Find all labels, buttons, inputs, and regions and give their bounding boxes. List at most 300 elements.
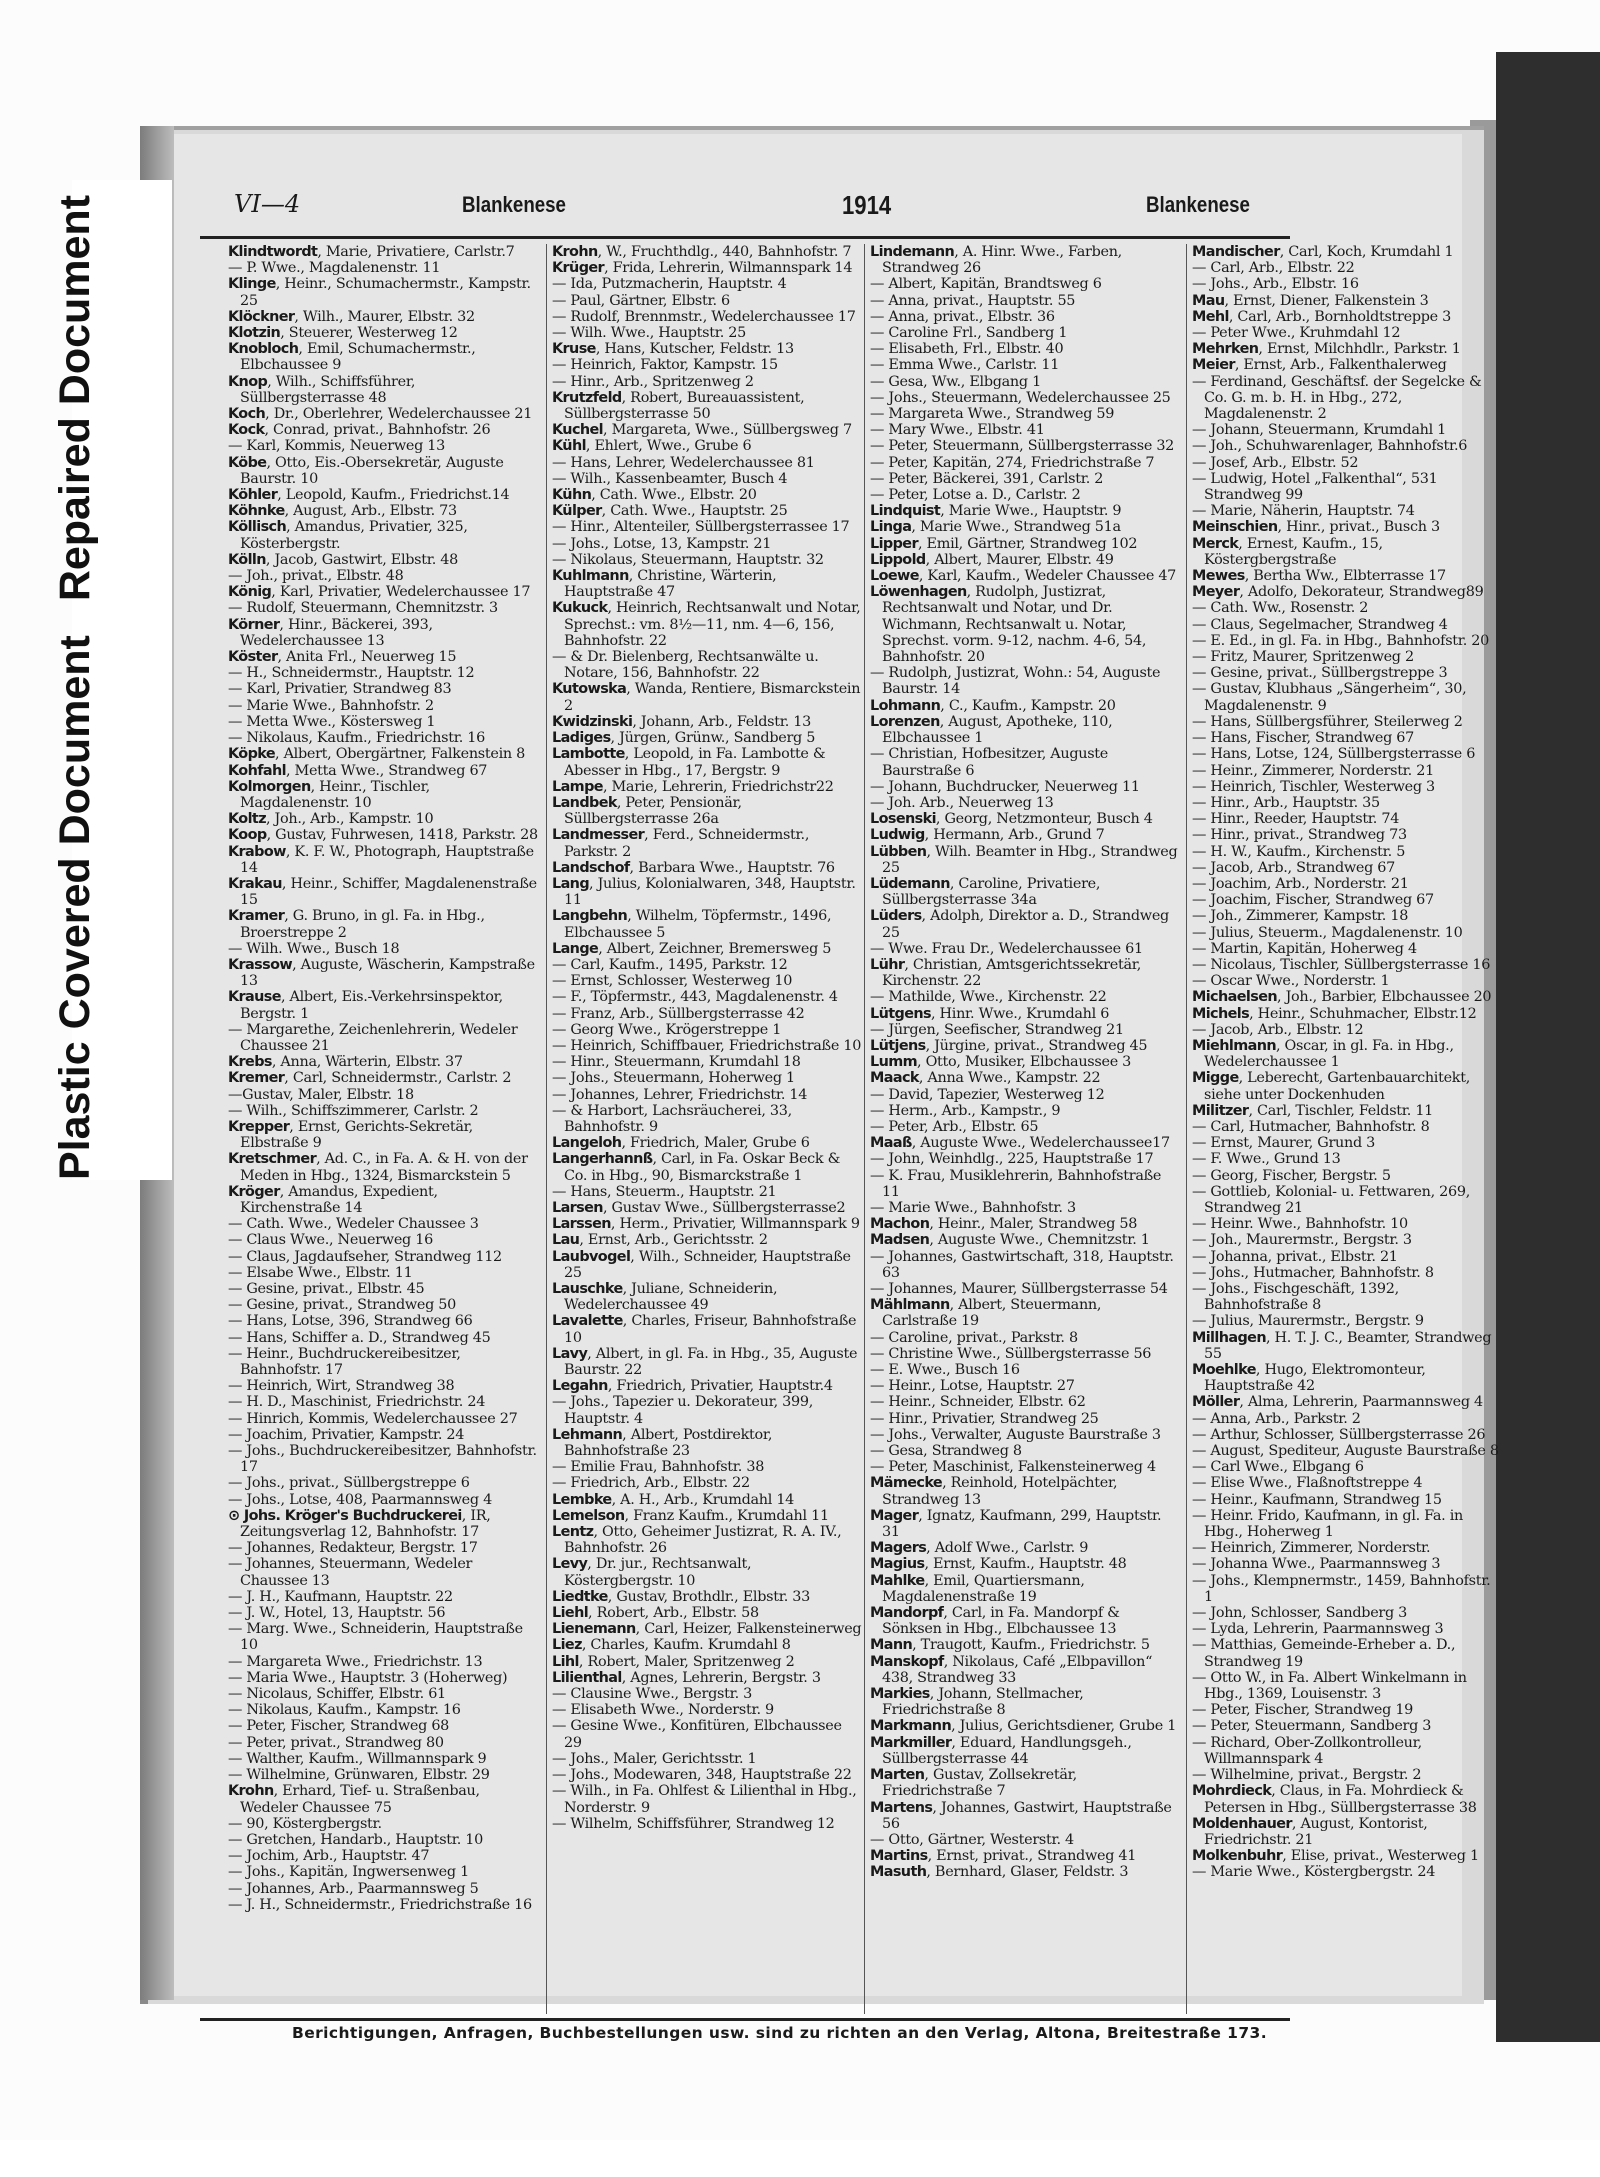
directory-entry: Larssen, Herm., Privatier, Willmannspark 9: [552, 1216, 860, 1233]
directory-entry: Meyer, Adolfo, Dekorateur, Strandweg89: [1192, 584, 1484, 601]
directory-entry: — Franz, Arb., Süllbergsterrasse 42: [552, 1005, 805, 1022]
directory-entry: — Joh. Arb., Neuerweg 13: [870, 794, 1054, 811]
directory-entry: — Arthur, Schlosser, Süllbergsterrasse 26: [1192, 1426, 1486, 1443]
directory-entry: Kutowska, Wanda, Rentiere, Bismarckstein 2: [552, 681, 861, 714]
directory-entry: — Fritz, Maurer, Spritzenweg 2: [1192, 649, 1414, 666]
directory-entry: — Joachim, Arb., Norderstr. 21: [1192, 875, 1409, 892]
directory-entry: — Christine Wwe., Süllbergsterrasse 56: [870, 1345, 1152, 1362]
directory-entry: — Johannes, Lehrer, Friedrichstr. 14: [552, 1086, 808, 1103]
directory-entry: — Ernst, Schlosser, Westerweg 10: [552, 973, 793, 990]
directory-entry: — Gesine, privat., Elbstr. 45: [228, 1281, 425, 1297]
directory-entry: — Rudolf, Steuermann, Chemnitzstr. 3: [228, 600, 498, 617]
directory-entry: König, Karl, Privatier, Wedelerchaussee 17: [228, 584, 531, 601]
directory-entry: — Hinr., Steuermann, Krumdahl 18: [552, 1054, 801, 1071]
directory-entry: — Wilh. Wwe., Busch 18: [228, 940, 400, 957]
directory-entry: — Matthias, Gemeinde-Erheber a. D., Strandweg 19: [1192, 1637, 1456, 1670]
header-place-right: Blankenese: [1146, 192, 1250, 217]
directory-entry: Liedtke, Gustav, Brothdlr., Elbstr. 33: [552, 1588, 810, 1605]
directory-entry: Maaß, Auguste Wwe., Wedelerchaussee17: [870, 1135, 1170, 1152]
directory-entry: — Gustav, Klubhaus „Sängerheim“, 30, Magdalenenstr. 9: [1192, 681, 1467, 714]
directory-entry: — Johs., Hutmacher, Bahnhofstr. 8: [1192, 1264, 1434, 1281]
directory-entry: Lemelson, Franz Kaufm., Krumdahl 11: [552, 1507, 829, 1524]
directory-entry: Mandischer, Carl, Koch, Krumdahl 1: [1192, 244, 1454, 260]
directory-entry: Lüdemann, Caroline, Privatiere, Süllbergsterrasse 34a: [870, 875, 1101, 909]
directory-entry: Lohmann, C., Kaufm., Kampstr. 20: [870, 697, 1116, 714]
directory-entry: Klinge, Heinr., Schumachermstr., Kampstr. 25: [228, 276, 531, 309]
directory-entry: — Heinr., Kaufmann, Strandweg 15: [1192, 1491, 1442, 1508]
directory-entry: — Hinr., Reeder, Hauptstr. 74: [1192, 811, 1400, 828]
directory-entry: — Heinr., Schneider, Elbstr. 62: [870, 1394, 1086, 1411]
directory-entry: — Otto, Gärtner, Westerstr. 4: [870, 1831, 1074, 1848]
directory-entry: — Peter, Fischer, Strandweg 68: [228, 1718, 450, 1735]
directory-entry: — Marie, Näherin, Hauptstr. 74: [1192, 503, 1415, 520]
directory-entry: Larsen, Gustav Wwe., Süllbergsterrasse2: [552, 1199, 846, 1216]
directory-entry: Lauschke, Juliane, Schneiderin, Wedelerchaussee 49: [552, 1281, 778, 1314]
directory-entry: — Johs., Klempnermstr., 1459, Bahnhofstr. 1: [1192, 1572, 1491, 1605]
directory-entry: Knobloch, Emil, Schumachermstr., Elbchaussee 9: [228, 341, 476, 374]
directory-entry: — Johs., Tapezier u. Dekorateur, 399, Hauptstr. 4: [552, 1394, 813, 1427]
directory-entry: Ladiges, Jürgen, Grünw., Sandberg 5: [552, 730, 816, 747]
directory-entry: — J. H., Kaufmann, Hauptstr. 22: [228, 1588, 453, 1605]
directory-entry: — Johanna Wwe., Paarmannsweg 3: [1192, 1556, 1441, 1573]
directory-entry: — E. Ed., in gl. Fa. in Hbg., Bahnhofstr. 20: [1192, 632, 1490, 649]
document-condition-text: [25, 180, 125, 1180]
column-divider: [546, 244, 547, 2014]
directory-entry: Lang, Julius, Kolonialwaren, 348, Hauptstr. 11: [552, 875, 856, 909]
directory-entry: — Hans, Steuerm., Hauptstr. 21: [552, 1183, 777, 1200]
directory-entry: Krepper, Ernst, Gerichts-Sekretär, Elbstraße 9: [228, 1118, 473, 1152]
directory-entry: Michaelsen, Joh., Barbier, Elbchaussee 20: [1192, 989, 1492, 1006]
directory-entry: — Peter, Steuermann, Süllbergsterrasse 32: [870, 438, 1175, 455]
directory-entry: — Ferdinand, Geschäftsf. der Segelcke & Co. G. m. b. H. in Hbg., 272, Magdalenenstr. 2: [1192, 373, 1482, 423]
directory-entry: — Margareta Wwe., Strandweg 59: [870, 406, 1115, 423]
directory-entry: — Gesa, Strandweg 8: [870, 1443, 1022, 1460]
directory-entry: Maack, Anna Wwe., Kampstr. 22: [870, 1070, 1101, 1087]
directory-entry: Markies, Johann, Stellmacher, Friedrichstraße 8: [870, 1686, 1084, 1719]
directory-entry: — Jacob, Arb., Elbstr. 12: [1192, 1021, 1364, 1038]
directory-entry: Koltz, Joh., Arb., Kampstr. 10: [228, 811, 434, 828]
directory-entry: — Johannes, Gastwirtschaft, 318, Hauptstr. 63: [870, 1248, 1174, 1281]
directory-entry: — Johs., Lotse, 13, Kampstr. 21: [552, 535, 772, 552]
directory-entry: Mau, Ernst, Diener, Falkenstein 3: [1192, 292, 1429, 309]
directory-entry: — Clausine Wwe., Bergstr. 3: [552, 1686, 752, 1703]
directory-entry: Lindemann, A. Hinr. Wwe., Farben, Strandweg 26: [870, 244, 1122, 277]
directory-entry: — Anna, privat., Elbstr. 36: [870, 308, 1055, 325]
directory-entry: Loewe, Karl, Kaufm., Wedeler Chaussee 47: [870, 568, 1177, 585]
directory-entry: — Gretchen, Handarb., Hauptstr. 10: [228, 1831, 484, 1848]
directory-entry: Machon, Heinr., Maler, Strandweg 58: [870, 1216, 1138, 1233]
directory-entry: — Wilhelmine, privat., Bergstr. 2: [1192, 1767, 1422, 1784]
directory-entry: — Joh., Maurermstr., Bergstr. 3: [1192, 1232, 1412, 1249]
directory-entry: Ludwig, Hermann, Arb., Grund 7: [870, 827, 1105, 844]
directory-entry: — Oscar Wwe., Norderstr. 1: [1192, 973, 1390, 990]
directory-entry: Kramer, G. Bruno, in gl. Fa. in Hbg., Broerstreppe 2: [228, 908, 485, 941]
directory-entry: Mohrdieck, Claus, in Fa. Mohrdieck & Petersen in Hbg., Süllbergsterrasse 38: [1192, 1783, 1477, 1816]
directory-entry: — Gottlieb, Kolonial- u. Fettwaren, 269, Strandweg 21: [1192, 1183, 1471, 1216]
directory-entry: — Johs., Verwalter, Auguste Baurstraße 3: [870, 1426, 1161, 1443]
directory-entry: Kretschmer, Ad. C., in Fa. A. & H. von der Meden in Hbg., 1324, Bismarckstein 5: [228, 1151, 528, 1184]
directory-column-3: [870, 244, 1180, 2014]
directory-entry: Miehlmann, Oscar, in gl. Fa. in Hbg., Wedelerchaussee 1: [1192, 1037, 1454, 1071]
directory-entry: Lütjens, Jürgine, privat., Strandweg 45: [870, 1037, 1148, 1054]
directory-entry: Kölln, Jacob, Gastwirt, Elbstr. 48: [228, 551, 459, 568]
directory-entry: Lehmann, Albert, Postdirektor, Bahnhofstraße 23: [552, 1426, 773, 1460]
directory-entry: Mählmann, Albert, Steuermann, Carlstraße 19: [870, 1297, 1102, 1330]
directory-entry: Magers, Adolf Wwe., Carlstr. 9: [870, 1540, 1089, 1557]
directory-entry: Moehlke, Hugo, Elektromonteur, Hauptstraße 42: [1192, 1362, 1426, 1395]
directory-entry: — Wwe. Frau Dr., Wedelerchaussee 61: [870, 940, 1143, 957]
directory-entry: — Johs., Fischgeschäft, 1392, Bahnhofstraße 8: [1192, 1281, 1399, 1314]
directory-entry: Militzer, Carl, Tischler, Feldstr. 11: [1192, 1102, 1434, 1119]
directory-entry: — Elisabeth, Frl., Elbstr. 40: [870, 341, 1064, 358]
directory-entry: — Johs., Lotse, 408, Paarmannsweg 4: [228, 1491, 492, 1508]
directory-entry: — Elsabe Wwe., Elbstr. 11: [228, 1264, 413, 1281]
directory-entry: — Joachim, Fischer, Strandweg 67: [1192, 892, 1434, 909]
directory-entry: — Nicolaus, Schiffer, Elbstr. 61: [228, 1686, 446, 1703]
directory-entry: — Gesa, Ww., Elbgang 1: [870, 373, 1041, 390]
directory-entry: — Johannes, Arb., Paarmannsweg 5: [228, 1880, 479, 1897]
column-divider: [1186, 244, 1187, 2014]
directory-entry: — Johannes, Steuermann, Wedeler Chaussee 13: [228, 1556, 473, 1589]
directory-entry: Mehrken, Ernst, Milchhdlr., Parkstr. 1: [1192, 341, 1461, 358]
directory-entry: — Herm., Arb., Kampstr., 9: [870, 1102, 1061, 1119]
directory-entry: — Hinr., Arb., Hauptstr. 35: [1192, 794, 1380, 811]
directory-entry: Lambotte, Leopold, in Fa. Lambotte & Abesser in Hbg., 17, Bergstr. 9: [552, 746, 826, 779]
directory-entry: Michels, Heinr., Schuhmacher, Elbstr.12: [1192, 1005, 1477, 1022]
directory-entry: — Josef, Arb., Elbstr. 52: [1192, 454, 1359, 471]
directory-column-2: [552, 244, 862, 2014]
directory-entry: — Johs., Kapitän, Ingwersenweg 1: [228, 1864, 469, 1881]
directory-entry: — Johs., Steuermann, Hoherweg 1: [552, 1070, 795, 1087]
directory-entry: — J. W., Hotel, 13, Hauptstr. 56: [228, 1605, 446, 1622]
directory-entry: — Carl, Hutmacher, Bahnhofstr. 8: [1192, 1118, 1430, 1135]
directory-entry: — Julius, Steuerm., Magdalenenstr. 10: [1192, 924, 1463, 941]
directory-entry: Krakau, Heinr., Schiffer, Magdalenenstraße 15: [228, 875, 537, 909]
directory-entry: — Hans, Süllbergsführer, Steilerweg 2: [1192, 713, 1463, 730]
directory-entry: — Paul, Gärtner, Elbstr. 6: [552, 292, 730, 309]
directory-entry: — Hinr., Privatier, Strandweg 25: [870, 1410, 1099, 1427]
directory-entry: Kuhlmann, Christine, Wärterin, Hauptstraße 47: [552, 568, 777, 601]
directory-entry: — Johs., Maler, Gerichtsstr. 1: [552, 1750, 757, 1767]
directory-entry: — John, Schlosser, Sandberg 3: [1192, 1605, 1408, 1622]
directory-entry: — Christian, Hofbesitzer, Auguste Baurstraße 6: [870, 746, 1109, 779]
directory-entry: — Ernst, Maurer, Grund 3: [1192, 1135, 1376, 1152]
directory-entry: Kolmorgen, Heinr., Tischler, Magdalenenstr. 10: [228, 778, 430, 811]
directory-entry: — Nikolaus, Kaufm., Friedrichstr. 16: [228, 730, 485, 747]
directory-entry: — Claus Wwe., Neuerweg 16: [228, 1232, 433, 1249]
directory-entry: — Ludwig, Hotel „Falkenthal“, 531 Strandweg 99: [1192, 470, 1438, 504]
directory-entry: Kröger, Amandus, Expedient, Kirchenstraße 14: [228, 1183, 438, 1216]
directory-entry: Krohn, Erhard, Tief- u. Straßenbau, Wedeler Chaussee 75: [228, 1783, 480, 1816]
directory-entry: — Carl, Arb., Elbstr. 22: [1192, 260, 1355, 277]
directory-entry: Liez, Charles, Kaufm. Krumdahl 8: [552, 1637, 791, 1654]
directory-entry: Lampe, Marie, Lehrerin, Friedrichstr22: [552, 778, 834, 795]
directory-entry: ⊙ Johs. Kröger's Buchdruckerei, IR, Zeitungsverlag 12, Bahnhofstr. 17: [228, 1507, 491, 1541]
directory-entry: Millhagen, H. T. J. C., Beamter, Strandweg 55: [1192, 1329, 1492, 1362]
directory-entry: — Elise Wwe., Flaßnoftstreppe 4: [1192, 1475, 1423, 1492]
directory-column-4: [1192, 244, 1502, 2014]
directory-entry: Lavalette, Charles, Friseur, Bahnhofstraße 10: [552, 1313, 857, 1346]
directory-entry: Koch, Dr., Oberlehrer, Wedelerchaussee 21: [228, 406, 533, 423]
directory-entry: Kühn, Cath. Wwe., Elbstr. 20: [552, 487, 757, 504]
directory-entry: — Wilhelm, Schiffsführer, Strandweg 12: [552, 1815, 835, 1832]
directory-entry: — Friedrich, Arb., Elbstr. 22: [552, 1475, 750, 1492]
directory-entry: — Wilh., Schiffszimmerer, Carlstr. 2: [228, 1102, 479, 1119]
directory-entry: — Wilh., in Fa. Ohlfest & Lilienthal in Hbg., Norderstr. 9: [552, 1783, 857, 1816]
directory-entry: — Nicolaus, Tischler, Süllbergsterrasse 16: [1192, 956, 1491, 973]
directory-entry: — Peter, Bäckerei, 391, Carlstr. 2: [870, 470, 1104, 487]
directory-entry: — Heinrich, Wirt, Strandweg 38: [228, 1378, 455, 1395]
directory-entry: Mann, Traugott, Kaufm., Friedrichstr. 5: [870, 1637, 1150, 1654]
directory-entry: Madsen, Auguste Wwe., Chemnitzstr. 1: [870, 1232, 1150, 1249]
directory-entry: — & Dr. Bielenberg, Rechtsanwälte u. Notare, 156, Bahnhofstr. 22: [552, 649, 819, 682]
page-header: [234, 186, 1294, 226]
directory-entry: Masuth, Bernhard, Glaser, Feldstr. 3: [870, 1864, 1129, 1881]
directory-entry: — Richard, Ober-Zollkontrolleur, Willmannspark 4: [1192, 1734, 1422, 1767]
directory-entry: Köllisch, Amandus, Privatier, 325, Kösterbergstr.: [228, 519, 468, 552]
directory-entry: Mandorpf, Carl, in Fa. Mandorpf & Sönksen in Hbg., Elbchaussee 13: [870, 1605, 1120, 1638]
label-plastic-covered: Plastic Covered Document: [51, 635, 99, 1180]
directory-entry: Langerhannß, Carl, in Fa. Oskar Beck & Co. in Hbg., 90, Bismarckstraße 1: [552, 1151, 841, 1184]
directory-entry: — Marie Wwe., Bahnhofstr. 3: [870, 1199, 1076, 1216]
header-rule: [200, 236, 1290, 239]
footer-rule: [200, 2018, 1290, 2021]
directory-entry: — Heinr., Lotse, Hauptstr. 27: [870, 1378, 1075, 1395]
directory-entry: Langbehn, Wilhelm, Töpfermstr., 1496, Elbchaussee 5: [552, 908, 832, 941]
directory-entry: Lindquist, Marie Wwe., Hauptstr. 9: [870, 503, 1122, 520]
directory-entry: Lentz, Otto, Geheimer Justizrat, R. A. IV., Bahnhofstr. 26: [552, 1524, 842, 1557]
directory-entry: Meinschien, Hinr., privat., Busch 3: [1192, 519, 1440, 536]
directory-entry: Klindtwordt, Marie, Privatiere, Carlstr.7: [228, 244, 515, 260]
directory-entry: — Rudolph, Justizrat, Wohn.: 54, Auguste Baurstr. 14: [870, 665, 1161, 698]
directory-entry: Langeloh, Friedrich, Maler, Grube 6: [552, 1135, 810, 1152]
directory-entry: Landbek, Peter, Pensionär, Süllbergsterrasse 26a: [552, 794, 742, 828]
directory-entry: — Marie Wwe., Bahnhofstr. 2: [228, 697, 434, 714]
directory-entry: Krohn, W., Fruchthdlg., 440, Bahnhofstr. 7: [552, 244, 852, 260]
directory-entry: — Hans, Fischer, Strandweg 67: [1192, 730, 1414, 747]
directory-entry: — Margareta Wwe., Friedrichstr. 13: [228, 1653, 483, 1670]
directory-entry: — Johanna, privat., Elbstr. 21: [1192, 1248, 1398, 1265]
directory-entry: Migge, Leberecht, Gartenbauarchitekt, siehe unter Dockenhuden: [1192, 1070, 1470, 1103]
directory-entry: — K. Frau, Musiklehrerin, Bahnhofstraße 11: [870, 1167, 1162, 1200]
header-place-left: Blankenese: [462, 192, 566, 217]
page-number: VI—4: [234, 190, 301, 218]
directory-entry: Lembke, A. H., Arb., Krumdahl 14: [552, 1491, 795, 1508]
directory-entry: Köhnke, August, Arb., Elbstr. 73: [228, 503, 457, 520]
directory-entry: — Emma Wwe., Carlstr. 11: [870, 357, 1060, 374]
directory-entry: — Georg Wwe., Krögerstreppe 1: [552, 1021, 782, 1038]
directory-entry: Külper, Cath. Wwe., Hauptstr. 25: [552, 503, 788, 520]
directory-entry: — Nikolaus, Kaufm., Kampstr. 16: [228, 1702, 461, 1719]
directory-entry: — Nikolaus, Steuermann, Hauptstr. 32: [552, 551, 824, 568]
directory-entry: — Caroline, privat., Parkstr. 8: [870, 1329, 1078, 1346]
directory-entry: Moldenhauer, August, Kontorist, Friedrichstr. 21: [1192, 1815, 1428, 1848]
directory-entry: — Peter, Kapitän, 274, Friedrichstraße 7: [870, 454, 1155, 471]
directory-entry: Köhler, Leopold, Kaufm., Friedrichst.14: [228, 487, 510, 504]
directory-entry: Köpke, Albert, Obergärtner, Falkenstein 8: [228, 746, 525, 763]
directory-entry: Landmesser, Ferd., Schneidermstr., Parkstr. 2: [552, 827, 810, 860]
directory-entry: Linga, Marie Wwe., Strandweg 51a: [870, 519, 1121, 536]
directory-entry: — David, Tapezier, Westerweg 12: [870, 1086, 1105, 1103]
directory-entry: — Caroline Frl., Sandberg 1: [870, 325, 1068, 342]
directory-entry: Martens, Johannes, Gastwirt, Hauptstraße 56: [870, 1799, 1172, 1832]
directory-entry: Löwenhagen, Rudolph, Justizrat, Rechtsanwalt und Notar, und Dr. Wichmann, Rechtsanwalt u. Notar, Sprechst. vorm. 9-12, nachm. 4-6, 54, Bahnhofstr. 20: [870, 584, 1147, 666]
directory-entry: — Wilh., Kassenbeamter, Busch 4: [552, 470, 788, 487]
directory-entry: — Lyda, Lehrerin, Paarmannsweg 3: [1192, 1621, 1444, 1638]
directory-entry: Mager, Ignatz, Kaufmann, 299, Hauptstr. 31: [870, 1507, 1162, 1541]
directory-entry: — Anna, privat., Hauptstr. 55: [870, 292, 1076, 309]
directory-entry: Legahn, Friedrich, Privatier, Hauptstr.4: [552, 1378, 833, 1395]
directory-entry: — Hinrich, Kommis, Wedelerchaussee 27: [228, 1410, 518, 1427]
directory-entry: — Johs., Modewaren, 348, Hauptstraße 22: [552, 1767, 852, 1784]
directory-entry: — Jochim, Arb., Hauptstr. 47: [228, 1848, 430, 1865]
directory-entry: — Peter, Steuermann, Sandberg 3: [1192, 1718, 1432, 1735]
directory-entry: — August, Spediteur, Auguste Baurstraße 8: [1192, 1443, 1499, 1460]
directory-entry: — H. W., Kaufm., Kirchenstr. 5: [1192, 843, 1406, 860]
directory-entry: Krassow, Auguste, Wäscherin, Kampstraße 13: [228, 956, 535, 990]
directory-entry: —Gustav, Maler, Elbstr. 18: [228, 1086, 414, 1103]
directory-entry: Kwidzinski, Johann, Arb., Feldstr. 13: [552, 713, 811, 730]
directory-entry: — Joh., Zimmerer, Kampstr. 18: [1192, 908, 1409, 925]
directory-entry: — J. H., Schneidermstr., Friedrichstraße 16: [228, 1896, 532, 1913]
directory-entry: Lienemann, Carl, Heizer, Falkensteinerweg: [552, 1621, 862, 1638]
scanner-edge: [1496, 52, 1600, 2042]
directory-entry: — Emilie Frau, Bahnhofstr. 38: [552, 1459, 765, 1476]
directory-entry: Lau, Ernst, Arb., Gerichtsstr. 2: [552, 1232, 768, 1249]
directory-entry: Körner, Hinr., Bäckerei, 393, Wedelerchaussee 13: [228, 616, 433, 649]
directory-entry: — H. D., Maschinist, Friedrichstr. 24: [228, 1394, 486, 1411]
directory-entry: Mahlke, Emil, Quartiersmann, Magdalenenstraße 19: [870, 1572, 1085, 1605]
directory-entry: — Jürgen, Seefischer, Strandweg 21: [870, 1021, 1124, 1038]
directory-entry: — Hinr., Altenteiler, Süllbergsterrassee 17: [552, 519, 850, 536]
directory-entry: Magius, Ernst, Kaufm., Hauptstr. 48: [870, 1556, 1127, 1573]
directory-entry: Lübben, Wilh. Beamter in Hbg., Strandweg 25: [870, 843, 1178, 876]
directory-entry: — Peter, Fischer, Strandweg 19: [1192, 1702, 1414, 1719]
directory-entry: Lange, Albert, Zeichner, Bremersweg 5: [552, 940, 832, 957]
directory-entry: — Heinr., Buchdruckereibesitzer, Bahnhofstr. 17: [228, 1345, 461, 1379]
directory-entry: — Marie Wwe., Köstergbergstr. 24: [1192, 1864, 1436, 1881]
directory-entry: Lüders, Adolph, Direktor a. D., Strandweg 25: [870, 908, 1169, 941]
directory-entry: — Wilhelmine, Grünwaren, Elbstr. 29: [228, 1767, 490, 1784]
directory-entry: Molkenbuhr, Elise, privat., Westerweg 1: [1192, 1848, 1479, 1865]
directory-entry: Kremer, Carl, Schneidermstr., Carlstr. 2: [228, 1070, 512, 1087]
directory-entry: — Heinr. Frido, Kaufmann, in gl. Fa. in Hbg., Hoherweg 1: [1192, 1507, 1463, 1541]
directory-entry: — Cath. Ww., Rosenstr. 2: [1192, 600, 1369, 617]
label-repaired: Repaired Document: [51, 194, 99, 602]
directory-entry: — H., Schneidermstr., Hauptstr. 12: [228, 665, 475, 682]
directory-entry: Mämecke, Reinhold, Hotelpächter, Strandweg 13: [870, 1475, 1118, 1508]
directory-entry: — Johs., Steuermann, Wedelerchaussee 25: [870, 389, 1171, 406]
directory-entry: Manskopf, Nikolaus, Café „Elbpavillon“ 438, Strandweg 33: [870, 1653, 1153, 1686]
directory-entry: — Peter, Maschinist, Falkensteinerweg 4: [870, 1459, 1156, 1476]
directory-entry: Lumm, Otto, Musiker, Elbchaussee 3: [870, 1054, 1132, 1071]
directory-entry: Lilienthal, Agnes, Lehrerin, Bergstr. 3: [552, 1669, 821, 1686]
directory-entry: — Georg, Fischer, Bergstr. 5: [1192, 1167, 1391, 1184]
directory-entry: — Gesine, privat., Süllbergstreppe 3: [1192, 665, 1448, 682]
page-footer: Berichtigungen, Anfragen, Buchbestellungen usw. sind zu richten an den Verlag, Altona, Breitestraße 173.: [292, 2024, 1267, 2042]
directory-entry: — Johs., Buchdruckereibesitzer, Bahnhofstr. 17: [228, 1443, 537, 1476]
directory-entry: Krause, Albert, Eis.-Verkehrsinspektor, Bergstr. 1: [228, 989, 503, 1022]
directory-entry: — Hans, Lotse, 124, Süllbergsterrasse 6: [1192, 746, 1476, 763]
directory-entry: — Walther, Kaufm., Willmannspark 9: [228, 1750, 487, 1767]
directory-entry: Kruse, Hans, Kutscher, Feldstr. 13: [552, 341, 794, 358]
directory-entry: Möller, Alma, Lehrerin, Paarmannsweg 4: [1192, 1394, 1483, 1411]
directory-entry: Koop, Gustav, Fuhrwesen, 1418, Parkstr. 28: [228, 827, 538, 844]
directory-entry: — Peter, Lotse a. D., Carlstr. 2: [870, 487, 1081, 504]
directory-entry: — Jacob, Arb., Strandweg 67: [1192, 859, 1396, 876]
directory-entry: Merck, Ernest, Kaufm., 15, Köstergbergstraße: [1192, 535, 1383, 568]
directory-entry: Mehl, Carl, Arb., Bornholdtstreppe 3: [1192, 308, 1451, 325]
directory-entry: — Hinr., Arb., Spritzenweg 2: [552, 373, 754, 390]
directory-entry: Laubvogel, Wilh., Schneider, Hauptstraße 25: [552, 1248, 851, 1281]
directory-entry: — Gesine, privat., Strandweg 50: [228, 1297, 457, 1314]
directory-entry: Kock, Conrad, privat., Bahnhofstr. 26: [228, 422, 491, 439]
directory-entry: Meier, Ernst, Arb., Falkenthalerweg: [1192, 357, 1447, 374]
directory-entry: Lavy, Albert, in gl. Fa. in Hbg., 35, Auguste Baurstr. 22: [552, 1345, 858, 1379]
directory-entry: — Albert, Kapitän, Brandtsweg 6: [870, 276, 1102, 293]
directory-entry: — Peter, Arb., Elbstr. 65: [870, 1118, 1039, 1135]
directory-entry: Markmiller, Eduard, Handlungsgeh., Süllbergsterrasse 44: [870, 1734, 1132, 1767]
directory-entry: — Maria Wwe., Hauptstr. 3 (Hoherweg): [228, 1669, 508, 1686]
directory-entry: Kuchel, Margareta, Wwe., Süllbergsweg 7: [552, 422, 852, 439]
directory-entry: Krüger, Frida, Lehrerin, Wilmannspark 14: [552, 260, 853, 277]
directory-entry: Liehl, Robert, Arb., Elbstr. 58: [552, 1605, 759, 1622]
directory-entry: — Johs., Arb., Elbstr. 16: [1192, 276, 1359, 293]
directory-entry: — Hans, Lotse, 396, Strandweg 66: [228, 1313, 473, 1330]
directory-entry: — Hans, Lehrer, Wedelerchaussee 81: [552, 454, 815, 471]
directory-entry: — Mary Wwe., Elbstr. 41: [870, 422, 1045, 439]
directory-entry: — Ida, Putzmacherin, Hauptstr. 4: [552, 276, 787, 293]
directory-entry: — Marg. Wwe., Schneiderin, Hauptstraße 10: [228, 1621, 523, 1654]
directory-entry: Knop, Wilh., Schiffsführer, Süllbergsterrasse 48: [228, 373, 416, 406]
directory-entry: — John, Weinhdlg., 225, Hauptstraße 17: [870, 1151, 1154, 1168]
directory-entry: — Johann, Steuermann, Krumdahl 1: [1192, 422, 1446, 439]
directory-entry: — Joh., Schuhwarenlager, Bahnhofstr.6: [1192, 438, 1468, 455]
directory-entry: — Hinr., privat., Strandweg 73: [1192, 827, 1407, 844]
directory-entry: Marten, Gustav, Zollsekretär, Friedrichstraße 7: [870, 1767, 1077, 1800]
directory-entry: — Heinrich, Zimmerer, Norderstr.: [1192, 1540, 1431, 1557]
directory-entry: — 90, Köstergbergstr.: [228, 1815, 382, 1832]
directory-entry: — Wilh. Wwe., Hauptstr. 25: [552, 325, 746, 342]
directory-entry: — Karl, Privatier, Strandweg 83: [228, 681, 452, 698]
directory-entry: Köbe, Otto, Eis.-Obersekretär, Auguste Baurstr. 10: [228, 454, 504, 487]
directory-entry: Levy, Dr. jur., Rechtsanwalt, Köstergbergstr. 10: [552, 1556, 752, 1589]
directory-entry: — Johs., privat., Süllbergstreppe 6: [228, 1475, 470, 1492]
directory-entry: — Heinr., Zimmerer, Norderstr. 21: [1192, 762, 1434, 779]
directory-entry: Lütgens, Hinr. Wwe., Krumdahl 6: [870, 1005, 1110, 1022]
directory-entry: — Johann, Buchdrucker, Neuerweg 11: [870, 778, 1140, 795]
directory-entry: Lorenzen, August, Apotheke, 110, Elbchaussee 1: [870, 713, 1113, 747]
directory-entry: — Metta Wwe., Köstersweg 1: [228, 713, 436, 730]
directory-entry: Losenski, Georg, Netzmonteur, Busch 4: [870, 811, 1153, 828]
directory-entry: — P. Wwe., Magdalenenstr. 11: [228, 260, 441, 277]
directory-entry: — F., Töpfermstr., 443, Magdalenenstr. 4: [552, 989, 838, 1006]
directory-entry: — Claus, Jagdaufseher, Strandweg 112: [228, 1248, 502, 1265]
directory-entry: — Gesine Wwe., Konfitüren, Elbchaussee 29: [552, 1718, 842, 1751]
directory-entry: Martins, Ernst, privat., Strandweg 41: [870, 1848, 1137, 1865]
directory-entry: Kukuck, Heinrich, Rechtsanwalt und Notar, Sprechst.: vm. 8½—11, nm. 4—6, 156, Bahnhofstr. 22: [552, 600, 861, 649]
directory-entry: — Martin, Kapitän, Hoherweg 4: [1192, 940, 1417, 957]
column-divider: [864, 244, 865, 2014]
directory-entry: Lippold, Albert, Maurer, Elbstr. 49: [870, 551, 1114, 568]
directory-entry: Krutzfeld, Robert, Bureauassistent, Süllbergsterrasse 50: [552, 389, 805, 423]
directory-entry: Lihl, Robert, Maler, Spritzenweg 2: [552, 1653, 795, 1670]
directory-entry: — Carl, Kaufm., 1495, Parkstr. 12: [552, 956, 788, 973]
directory-entry: — Cath. Wwe., Wedeler Chaussee 3: [228, 1216, 479, 1233]
directory-entry: — Anna, Arb., Parkstr. 2: [1192, 1410, 1361, 1427]
directory-entry: — Joachim, Privatier, Kampstr. 24: [228, 1426, 465, 1443]
directory-entry: Klotzin, Steuerer, Westerweg 12: [228, 325, 458, 342]
